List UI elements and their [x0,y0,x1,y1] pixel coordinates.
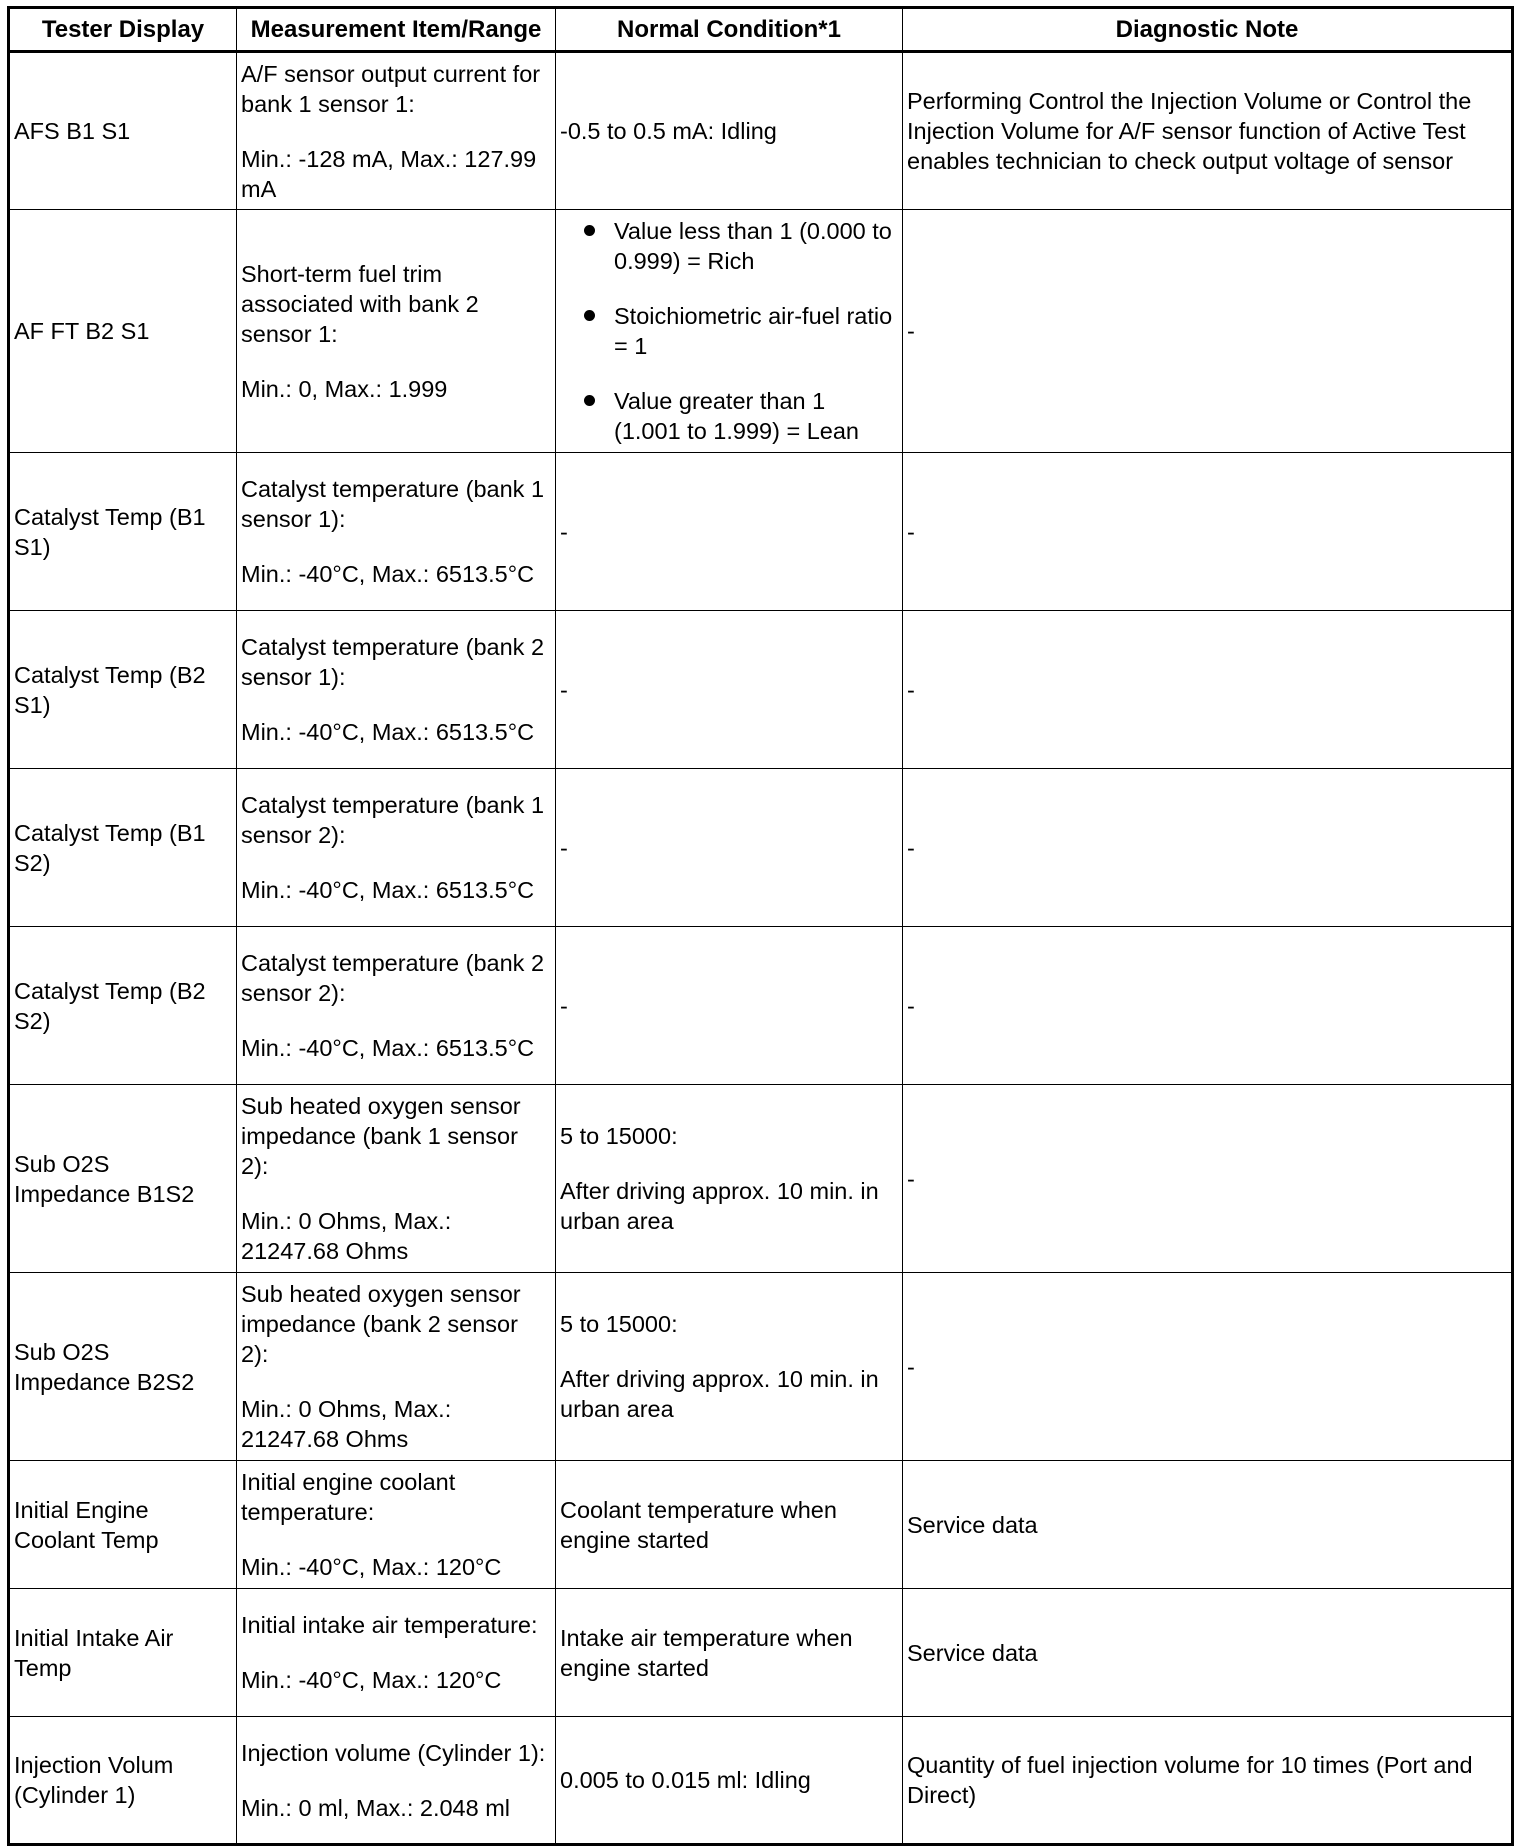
tester-display-cell: Initial Engine Coolant Temp [9,1461,237,1589]
tester-display-cell: Sub O2S Impedance B2S2 [9,1273,237,1461]
measurement-item-cell [237,611,556,769]
range-description: Catalyst temperature (bank 2 sensor 1): [241,634,545,690]
header-diagnostic-note: Diagnostic Note [903,8,1513,52]
measurement-item-cell [237,1589,556,1717]
table-row [9,1273,1513,1461]
normal-condition-range: 5 to 15000: [560,1123,678,1149]
range-description: Sub heated oxygen sensor impedance (bank 1 sensor 2): [241,1093,521,1179]
diagnostic-note-cell: Performing Control the Injection Volume or Control the Injection Volume for A/F sensor function of Active Test enables technician to check output voltage of sensor [903,52,1513,210]
table-row [9,1461,1513,1589]
range-description: Injection volume (Cylinder 1): [241,1739,546,1766]
normal-condition-cell: Intake air temperature when engine started [556,1589,903,1717]
tester-display-cell: Sub O2S Impedance B1S2 [9,1085,237,1273]
range-minmax: Min.: -40°C, Max.: 6513.5°C [241,561,535,587]
diagnostic-note-cell: Service data [903,1589,1513,1717]
table-row [9,1717,1513,1845]
diagnostic-note-cell: - [903,1273,1513,1461]
normal-condition-cell: - [556,453,903,611]
normal-condition-detail: After driving approx. 10 min. in urban area [560,1366,879,1422]
normal-condition-cell: - [556,611,903,769]
range-description: A/F sensor output current for bank 1 sensor 1: [241,60,541,117]
table-row [9,52,1513,210]
diagnostic-note-cell: - [903,927,1513,1085]
range-minmax: Min.: 0 ml, Max.: 2.048 ml [241,1794,511,1821]
tester-display-cell: Catalyst Temp (B1 S1) [9,453,237,611]
table-row [9,210,1513,453]
measurement-item-cell [237,1461,556,1589]
table-row [9,769,1513,927]
diagnostic-note-cell: Service data [903,1461,1513,1589]
diagnostic-note-cell: - [903,1085,1513,1273]
table-row [9,927,1513,1085]
range-description: Initial engine coolant temperature: [241,1469,456,1525]
tester-display-cell: Injection Volum (Cylinder 1) [9,1717,237,1845]
tester-display-cell: Catalyst Temp (B2 S2) [9,927,237,1085]
diagnostic-note-cell: Quantity of fuel injection volume for 10 times (Port and Direct) [903,1717,1513,1845]
normal-condition-cell: Coolant temperature when engine started [556,1461,903,1589]
bullet-item: Stoichiometric air-fuel ratio = 1 [560,301,898,361]
normal-condition-detail: After driving approx. 10 min. in urban area [560,1178,879,1234]
bullet-item: Value greater than 1 (1.001 to 1.999) = Lean [560,386,898,446]
range-description: Catalyst temperature (bank 1 sensor 2): [241,792,545,848]
normal-condition-cell: 0.005 to 0.015 ml: Idling [556,1717,903,1845]
tester-display-cell: Catalyst Temp (B2 S1) [9,611,237,769]
range-minmax: Min.: 0, Max.: 1.999 [241,375,448,402]
measurement-item-cell [237,1273,556,1461]
normal-condition-cell [556,1273,903,1461]
normal-condition-cell [556,1085,903,1273]
measurement-item-cell [237,769,556,927]
range-description: Catalyst temperature (bank 2 sensor 2): [241,950,545,1006]
diagnostic-note-cell: - [903,453,1513,611]
tester-display-cell: AFS B1 S1 [9,52,237,210]
header-measurement-item: Measurement Item/Range [237,8,556,52]
measurement-item-cell [237,1085,556,1273]
range-minmax: Min.: 0 Ohms, Max.: 21247.68 Ohms [241,1208,452,1264]
tester-display-cell: AF FT B2 S1 [9,210,237,453]
measurement-item-cell [237,1717,556,1845]
table-row [9,1085,1513,1273]
range-description: Sub heated oxygen sensor impedance (bank 2 sensor 2): [241,1281,521,1367]
table-row [9,1589,1513,1717]
data-list-table [7,6,1514,1846]
range-minmax: Min.: -40°C, Max.: 6513.5°C [241,1035,535,1061]
table-row [9,611,1513,769]
range-description: Initial intake air temperature: [241,1612,538,1638]
normal-condition-cell: - [556,927,903,1085]
diagnostic-note-cell: - [903,611,1513,769]
range-minmax: Min.: -40°C, Max.: 120°C [241,1554,502,1580]
measurement-item-cell [237,453,556,611]
tester-display-cell: Initial Intake Air Temp [9,1589,237,1717]
diagnostic-note-cell: - [903,210,1513,453]
normal-condition-cell: -0.5 to 0.5 mA: Idling [556,52,903,210]
normal-condition-cell: - [556,769,903,927]
measurement-item-cell [237,210,556,453]
normal-condition-bullet-list [560,216,898,446]
range-minmax: Min.: -128 mA, Max.: 127.99 mA [241,145,537,202]
diagnostic-note-cell: - [903,769,1513,927]
normal-condition-range: 5 to 15000: [560,1311,678,1337]
measurement-item-cell [237,52,556,210]
table-row [9,453,1513,611]
range-minmax: Min.: -40°C, Max.: 120°C [241,1667,502,1693]
tester-display-cell: Catalyst Temp (B1 S2) [9,769,237,927]
range-minmax: Min.: -40°C, Max.: 6513.5°C [241,719,535,745]
range-description: Short-term fuel trim associated with bank 2 sensor 1: [241,260,479,347]
header-row [9,8,1513,52]
bullet-item: Value less than 1 (0.000 to 0.999) = Rich [560,216,898,276]
normal-condition-cell [556,210,903,453]
measurement-item-cell [237,927,556,1085]
data-list-table-wrapper [7,6,1511,1846]
range-minmax: Min.: 0 Ohms, Max.: 21247.68 Ohms [241,1396,452,1452]
range-minmax: Min.: -40°C, Max.: 6513.5°C [241,877,535,903]
range-description: Catalyst temperature (bank 1 sensor 1): [241,476,545,532]
header-normal-condition: Normal Condition*1 [556,8,903,52]
header-tester-display: Tester Display [9,8,237,52]
